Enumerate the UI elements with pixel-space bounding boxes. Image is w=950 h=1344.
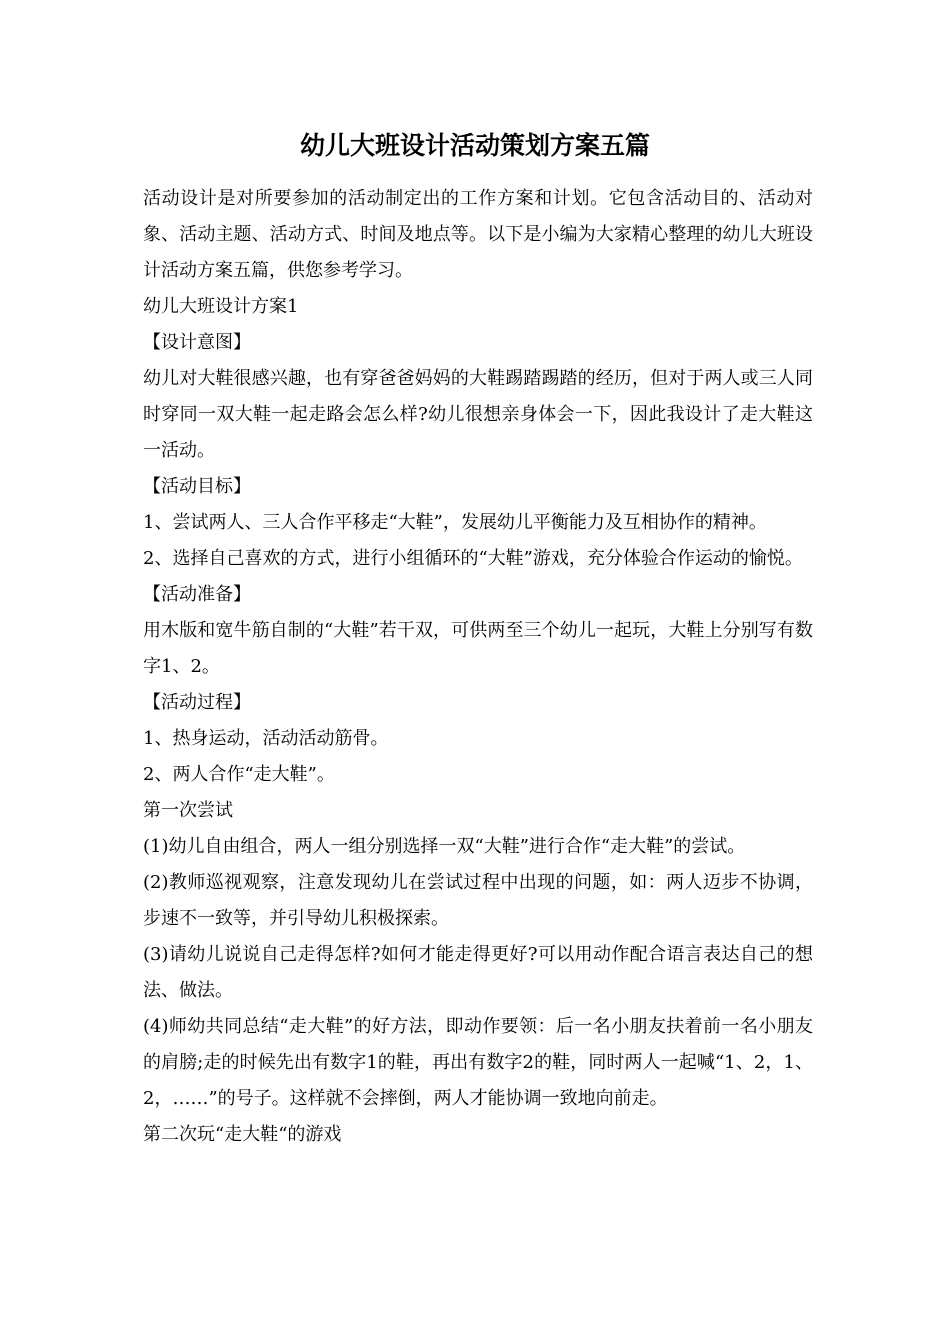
document-title: 幼儿大班设计活动策划方案五篇 — [299, 131, 650, 160]
attempt-item-2: (2)教师巡视观察，注意发现幼儿在尝试过程中出现的问题，如：两人迈步不协调，步速不一致等，并引导幼儿积极探索。 — [143, 872, 813, 929]
second-attempt-heading: 第二次玩“走大鞋“的游戏 — [143, 1124, 342, 1145]
heading-activity-preparation: 【活动准备】 — [143, 584, 251, 605]
goal-item-1: 1、尝试两人、三人合作平移走“大鞋”，发展幼儿平衡能力及互相协作的精神。 — [143, 512, 767, 533]
attempt-item-4: (4)师幼共同总结“走大鞋”的好方法，即动作要领：后一名小朋友扶着前一名小朋友的肩膀;走的时候先出有数字1的鞋，再出有数字2的鞋，同时两人一起喊“1、2，1、2，……”的号子。这样就不会摔倒，两人才能协调一致地向前走。 — [143, 1016, 813, 1109]
intro-paragraph: 活动设计是对所要参加的活动制定出的工作方案和计划。它包含活动目的、活动对象、活动主题、活动方式、时间及地点等。以下是小编为大家精心整理的幼儿大班设计活动方案五篇，供您参考学习。 — [143, 188, 813, 281]
preparation-paragraph: 用木版和宽牛筋自制的“大鞋”若干双，可供两至三个幼儿一起玩，大鞋上分别写有数字1、2。 — [143, 620, 813, 677]
heading-activity-goals: 【活动目标】 — [143, 476, 251, 497]
goal-item-2: 2、选择自己喜欢的方式，进行小组循环的“大鞋”游戏，充分体验合作运动的愉悦。 — [143, 548, 803, 569]
process-step-1: 1、热身运动，活动活动筋骨。 — [143, 728, 389, 749]
design-intent-paragraph: 幼儿对大鞋很感兴趣，也有穿爸爸妈妈的大鞋踢踏踢踏的经历，但对于两人或三人同时穿同一双大鞋一起走路会怎么样?幼儿很想亲身体会一下，因此我设计了走大鞋这一活动。 — [143, 368, 813, 461]
process-step-2: 2、两人合作“走大鞋”。 — [143, 764, 335, 785]
first-attempt-heading: 第一次尝试 — [143, 800, 233, 821]
heading-design-intent: 【设计意图】 — [143, 332, 251, 353]
attempt-item-1: (1)幼儿自由组合，两人一组分别选择一双“大鞋”进行合作“走大鞋”的尝试。 — [143, 836, 746, 857]
heading-activity-process: 【活动过程】 — [143, 692, 251, 713]
attempt-item-3: (3)请幼儿说说自己走得怎样?如何才能走得更好?可以用动作配合语言表达自己的想法、做法。 — [143, 944, 813, 1001]
document-body — [143, 181, 813, 1153]
section-heading-plan-1: 幼儿大班设计方案1 — [143, 296, 299, 317]
